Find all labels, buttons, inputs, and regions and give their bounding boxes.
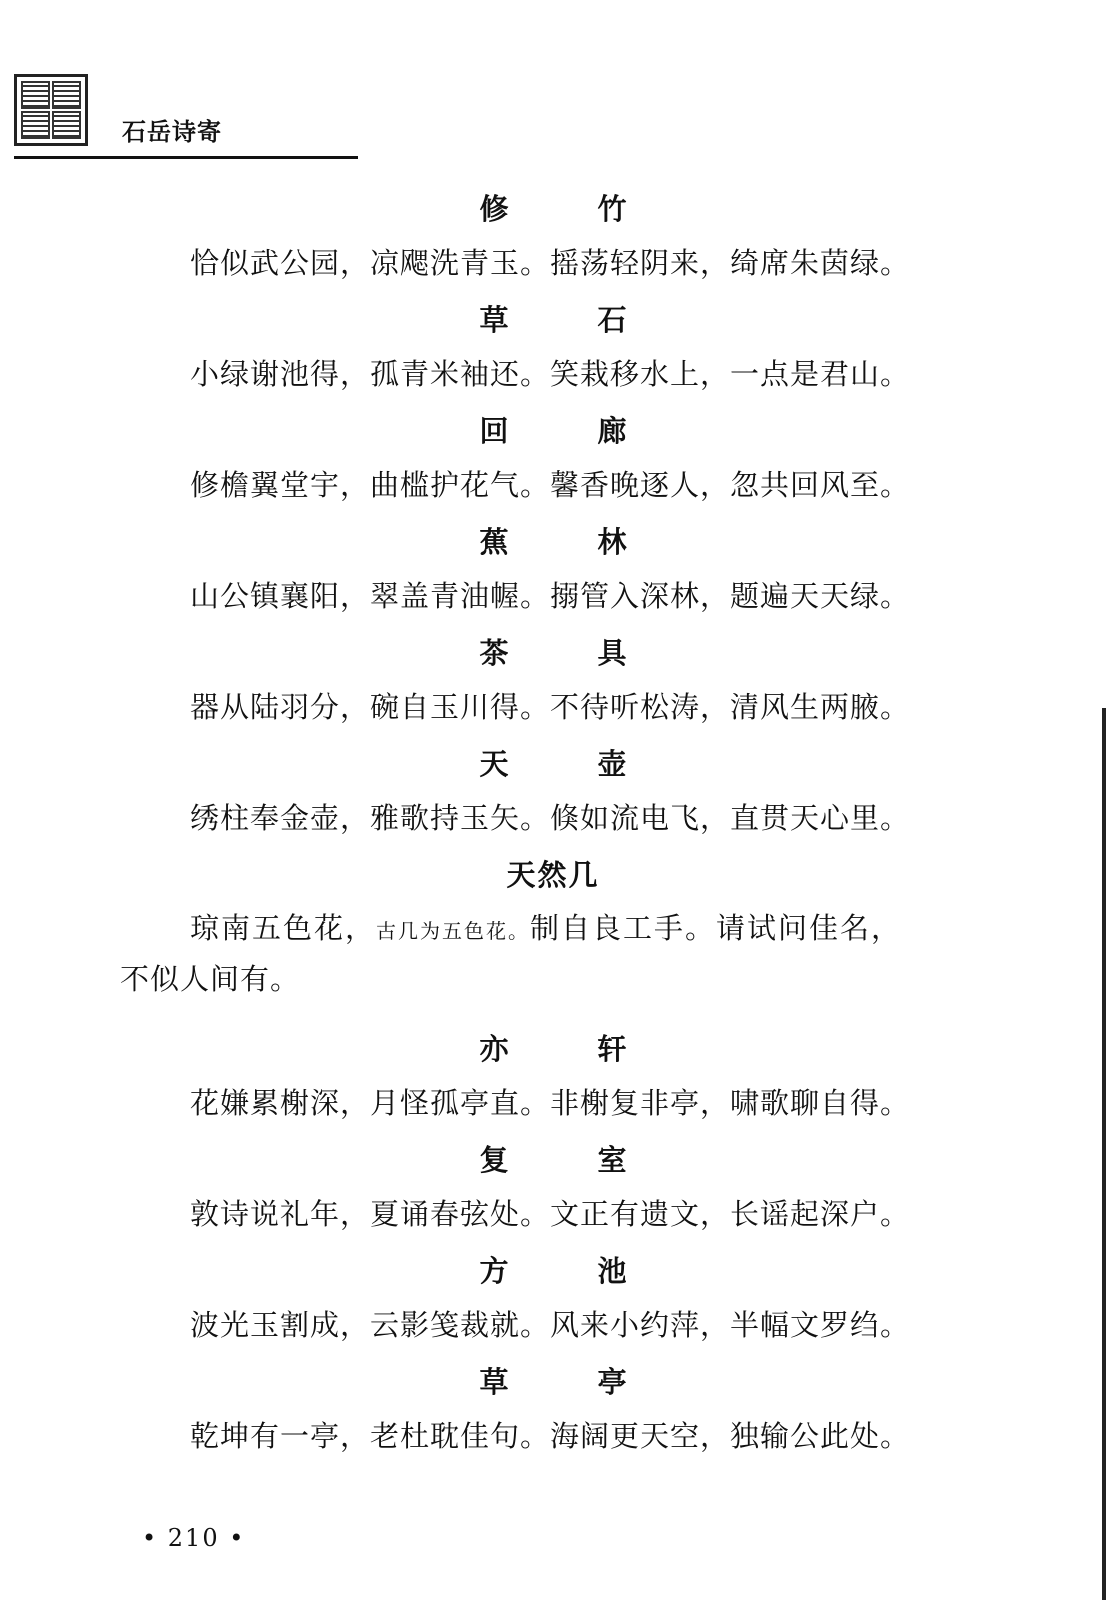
- poem-title: 回 廊: [479, 414, 657, 448]
- poem-text: 乾坤有一亭，老杜耽佳句。海阔更天空，独输公此处。: [190, 1419, 911, 1453]
- poem: [0, 1026, 1106, 1137]
- page-number: • 210 •: [142, 1524, 246, 1552]
- poem: [0, 1248, 1106, 1359]
- poem-text: 修檐翼堂宇，曲槛护花气。馨香晚逐人，忽共回风至。: [190, 468, 911, 502]
- poem-title: 草 石: [479, 303, 657, 337]
- poem: [0, 852, 1106, 1026]
- poem-title: 茶 具: [479, 636, 657, 670]
- seal-glyph: [52, 81, 81, 109]
- seal-stamp-icon: [14, 74, 88, 146]
- poem-text: [0, 898, 1106, 1026]
- seal-glyph: [52, 111, 81, 139]
- poem-title: 蕉 林: [479, 525, 657, 559]
- poem-title: 修 竹: [479, 192, 657, 226]
- poem: [0, 1137, 1106, 1248]
- poem-title: 天 壶: [479, 747, 657, 781]
- poem-text: 小绿谢池得，孤青米袖还。笑栽移水上，一点是君山。: [190, 357, 911, 391]
- seal-glyph: [21, 81, 50, 109]
- poem-text-segment: 琼南五色花，: [190, 911, 377, 945]
- poem-text-line: 不似人间有。: [120, 962, 301, 996]
- poem: [0, 1359, 1106, 1470]
- poem-title: 亦 轩: [479, 1032, 657, 1066]
- poem: [0, 186, 1106, 297]
- poem-text: 花嫌累榭深，月怪孤亭直。非榭复非亭，啸歌聊自得。: [190, 1086, 911, 1120]
- poem-text-line: [190, 898, 1106, 954]
- poem-title: 草 亭: [479, 1365, 657, 1399]
- poem: [0, 297, 1106, 408]
- running-title: 石岳诗寄: [122, 118, 222, 146]
- poem: [0, 519, 1106, 630]
- poem-text: 敦诗说礼年，夏诵春弦处。文正有遗文，长谣起深户。: [190, 1197, 911, 1231]
- poem-text: 绣柱奉金壶，雅歌持玉矢。倏如流电飞，直贯天心里。: [190, 801, 911, 835]
- poem: [0, 741, 1106, 852]
- poem-text: 波光玉割成，云影笺裁就。风来小约萍，半幅文罗绉。: [190, 1308, 911, 1342]
- poem: [0, 408, 1106, 519]
- poem-list: [0, 186, 1106, 1470]
- poem-text: 器从陆羽分，碗自玉川得。不待听松涛，清风生两腋。: [190, 690, 911, 724]
- poem-title: 复 室: [479, 1143, 657, 1177]
- seal-glyph: [21, 111, 50, 139]
- poem-annotation: 古几为五色花。: [376, 919, 531, 943]
- poem: [0, 630, 1106, 741]
- poem-title: 方 池: [479, 1254, 657, 1288]
- poem-title: 天然几: [506, 858, 600, 892]
- header-rule: [14, 156, 358, 159]
- poem-text: 恰似武公园，凉飔洗青玉。摇荡轻阴来，绮席朱茵绿。: [190, 246, 911, 280]
- poem-text-segment: 制自良工手。请试问佳名，: [530, 911, 903, 945]
- poem-text: 山公镇襄阳，翠盖青油幄。搦管入深林，题遍天天绿。: [190, 579, 911, 613]
